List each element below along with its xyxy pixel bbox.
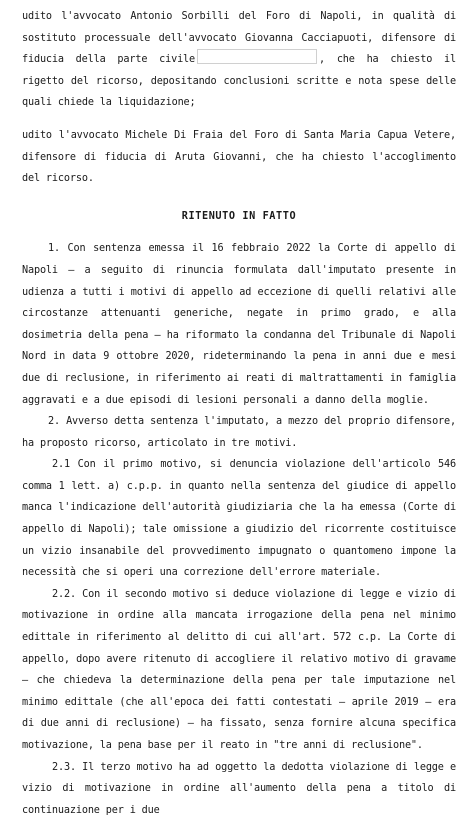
paragraph-2-3: 2.3. Il terzo motivo ha ad oggetto la dedotta violazione di legge e vizio di motivazione in ordine all'aumento della pena a titolo di continuazione per i due (22, 761, 456, 816)
redacted-name (197, 49, 317, 64)
paragraph-2-1: 2.1 Con il primo motivo, si denuncia violazione dell'articolo 546 comma 1 lett. a) c.p.p. in quanto nella sentenza del giudice di appello manca l'indicazione dell'autorità giudiziaria che la ha emessa (Corte di appello di Napoli); tale omissione a giudizio del ricorrente costituisce un vizio insanabile del provvedimento impugnato o quantomeno impone la necessità che si operi una correzione dell'errore materiale. (22, 459, 456, 579)
paragraph-text: udito l'avvocato Antonio Sorbilli del Foro di Napoli, in qualità di sostituto processuale dell'avvocato Giovanna Cacciapuoti, difensore di fiducia della parte civile (22, 11, 456, 66)
paragraph-2-2: 2.2. Con il secondo motivo si deduce violazione di legge e vizio di motivazione in ordine alla mancata irrogazione della pena nel minimo edittale in riferimento al delitto di cui all'art. 572 c.p. La Corte di appello, dopo avere ritenuto di accogliere il relativo motivo di gravame – che chiedeva la determinazione della pena per tale imputazione nel minimo edittale (che all'epoca dei fatti contestati – aprile 2019 – era di due anni di reclusione) – ha fissato, senza fornire alcuna specifica motivazione, la pena base per il reato in "tre anni di reclusione". (22, 588, 456, 751)
paragraph-2: 2. Avverso detta sentenza l'imputato, a mezzo del proprio difensore, ha proposto ricorso, articolato in tre motivi. (22, 416, 456, 449)
paragraph-text: , che ha chiesto il rigetto del ricorso, depositando conclusioni scritte e nota spese delle quali chiede la liquidazione; (22, 54, 456, 109)
paragraph-defense-lawyer: udito l'avvocato Michele Di Fraia del Foro di Santa Maria Capua Vetere, difensore di fiducia di Aruta Giovanni, che ha chiesto l'accoglimento del ricorso. (22, 129, 456, 185)
paragraph-civil-party-lawyer (22, 6, 456, 114)
paragraph-1: 1. Con sentenza emessa il 16 febbraio 2022 la Corte di appello di Napoli – a seguito di rinuncia formulata dall'imputato presente in udienza a tutti i motivi di appello ad eccezione di quelli relativi alle circostanze attenuanti generiche, negate in primo grado, e alla dosimetria della pena – ha riformato la condanna del Tribunale di Napoli Nord in data 9 ottobre 2020, rideterminando la pena in anni due e mesi due di reclusione, in riferimento ai reati di maltrattamenti in famiglia aggravati e a due episodi di lesioni personali a danno della moglie. (22, 243, 456, 406)
section-heading: RITENUTO IN FATTO (181, 210, 297, 222)
